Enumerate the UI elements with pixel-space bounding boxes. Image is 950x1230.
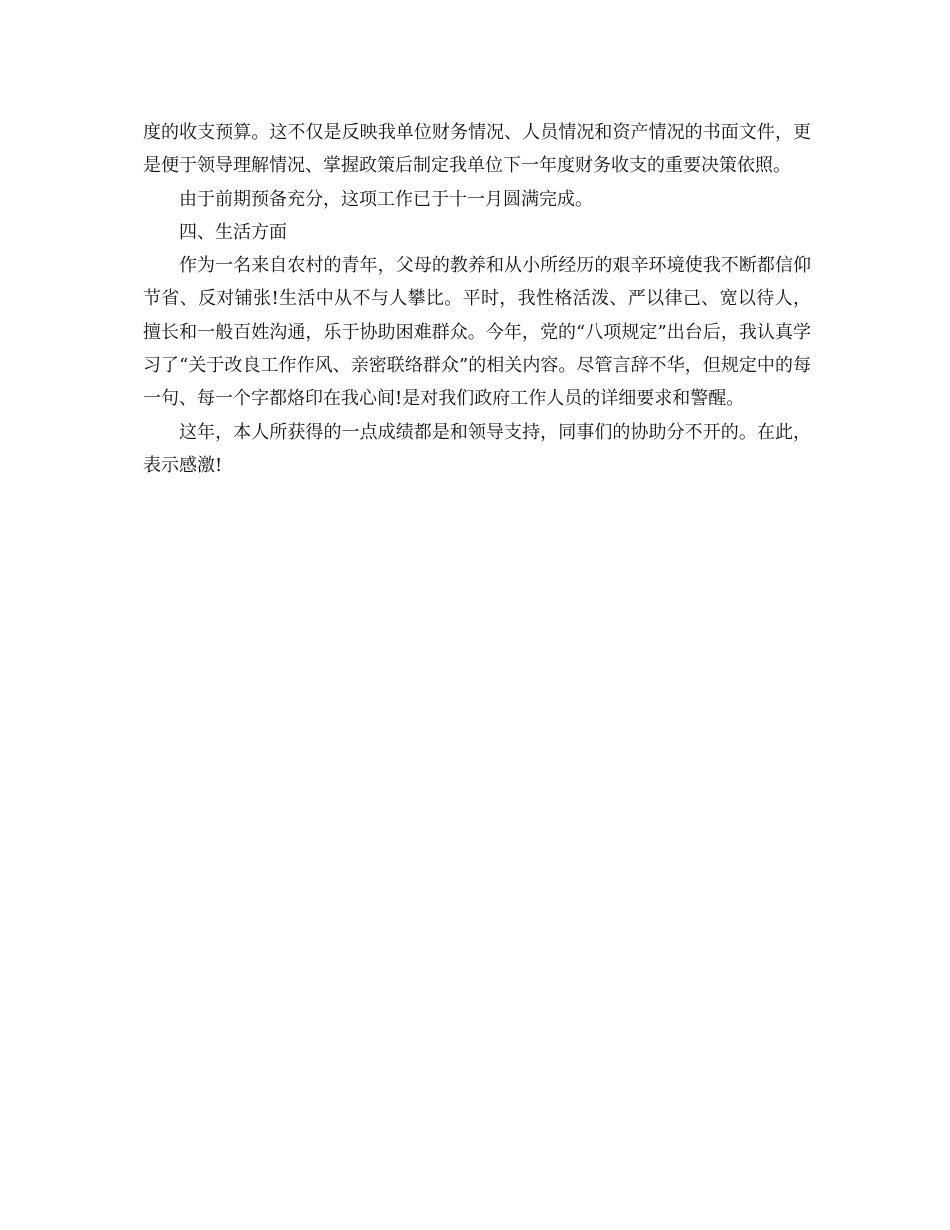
section-heading-life: 四、生活方面 (179, 221, 287, 243)
document-page (143, 116, 811, 482)
paragraph-budget-continuation: 度的收支预算。这不仅是反映我单位财务情况、人员情况和资产情况的书面文件，更是便于领导理解情况、掌握政策后制定我单位下一年度财务收支的重要决策依照。 (143, 122, 811, 177)
paragraph-acknowledgement: 这年，本人所获得的一点成绩都是和领导支持，同事们的协助分不开的。在此，表示感激! (143, 421, 811, 476)
paragraph-life-details: 作为一名来自农村的青年，父母的教养和从小所经历的艰辛环境使我不断都信仰节省、反对铺张!生活中从不与人攀比。平时，我性格活泼、严以律己、宽以待人，擅长和一般百姓沟通，乐于协助困难群众。今年，党的“八项规定”出台后，我认真学习了“关于改良工作作风、亲密联络群众”的相关内容。尽管言辞不华，但规定中的每一句、每一个字都烙印在我心间!是对我们政府工作人员的详细要求和警醒。 (143, 255, 811, 410)
paragraph-task-completed: 由于前期预备充分，这项工作已于十一月圆满完成。 (179, 188, 593, 210)
